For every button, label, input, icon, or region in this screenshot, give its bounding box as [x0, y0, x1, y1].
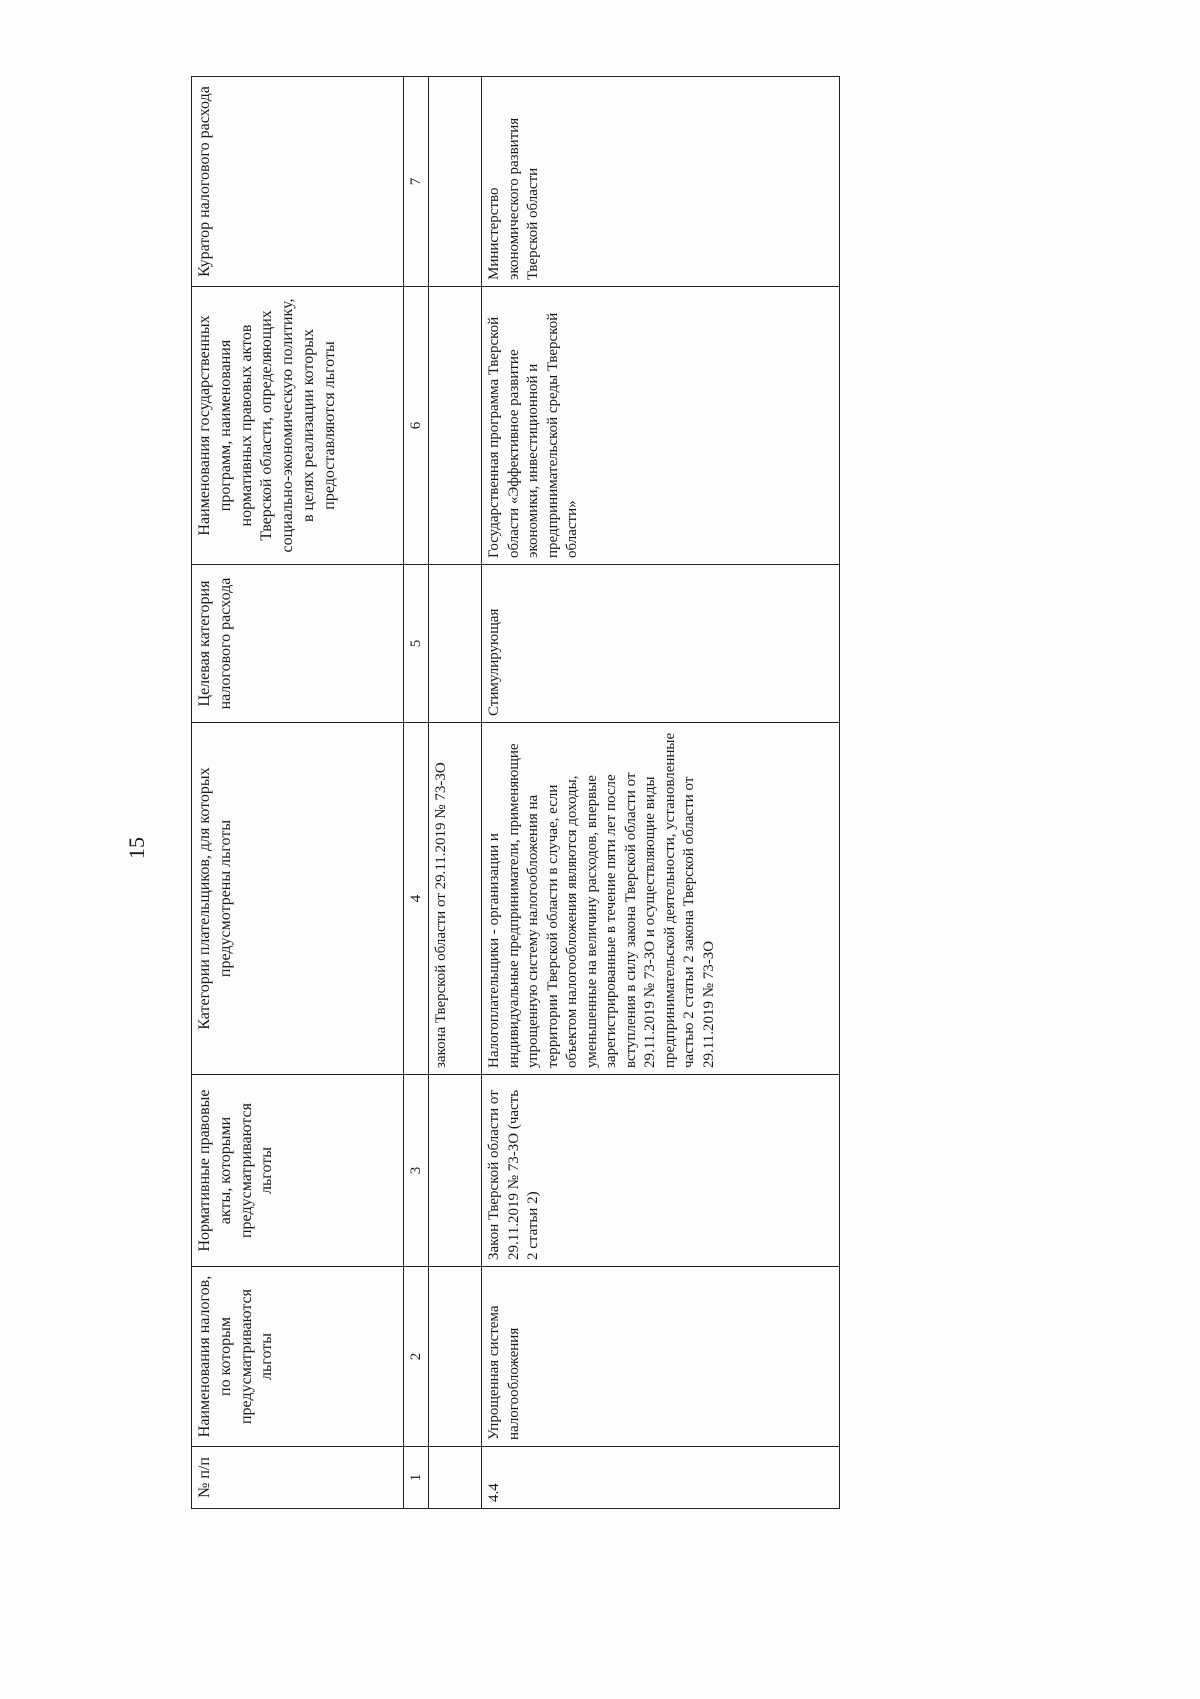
row-number-cell: 4.4 [482, 1447, 840, 1509]
column-number-row [404, 77, 429, 1509]
continuation-cell [429, 565, 482, 723]
header-cell-number: № п/п [192, 1447, 404, 1509]
column-number: 4 [404, 723, 429, 1075]
continuation-row [429, 77, 482, 1509]
continuation-cell [429, 1447, 482, 1509]
column-number: 5 [404, 565, 429, 723]
program-cell: Государственная программа Тверской области «Эффективное развитие экономики, инвестиционной и предпринимательской среды Тверской области» [482, 287, 840, 565]
tax-expenditure-table [191, 76, 840, 1509]
tax-name-cell: Упрощенная система налогообложения [482, 1267, 840, 1447]
column-number: 1 [404, 1447, 429, 1509]
column-number: 6 [404, 287, 429, 565]
header-cell-payer-categories: Категории плательщиков, для которых предусмотрены льготы [192, 723, 404, 1075]
table-row [482, 77, 840, 1509]
header-cell-tax-name: Наименования налогов, по которым предусматриваются льготы [192, 1267, 404, 1447]
legal-act-cell: Закон Тверской области от 29.11.2019 № 73-ЗО (часть 2 статьи 2) [482, 1075, 840, 1267]
header-cell-target-category: Целевая категория налогового расхода [192, 565, 404, 723]
payer-category-cell: Налогоплательщики - организации и индивидуальные предприниматели, применяющие упрощенную систему налогообложения на территории Тверской области в случае, если объектом налогообложения являются доходы, уменьшенные на величину расходов, впервые зарегистрированные в течение пяти лет после вступления в силу закона Тверской области от 29.11.2019 № 73-ЗО и осуществляющие виды предпринимательской деятельности, установленные частью 2 статьи 2 закона Тверской области от 29.11.2019 № 73-ЗО [482, 723, 840, 1075]
header-row [192, 77, 404, 1509]
column-number: 2 [404, 1267, 429, 1447]
header-cell-legal-acts: Нормативные правовые акты, которыми предусматриваются льготы [192, 1075, 404, 1267]
continuation-cell [429, 77, 482, 287]
column-number: 3 [404, 1075, 429, 1267]
continuation-cell [429, 1075, 482, 1267]
page-number: 15 [124, 837, 149, 859]
curator-cell: Министерство экономического развития Тверской области [482, 77, 840, 287]
header-cell-curator: Куратор налогового расхода [192, 77, 404, 287]
target-category-cell: Стимулирующая [482, 565, 840, 723]
continuation-cell: закона Тверской области от 29.11.2019 № 73-ЗО [429, 723, 482, 1075]
continuation-cell [429, 287, 482, 565]
tax-expenditure-table-rotated [191, 77, 840, 1509]
continuation-cell [429, 1267, 482, 1447]
header-cell-programs: Наименования государственных программ, наименования нормативных правовых актов Тверской области, определяющих социально-экономическую политику, в целях реализации которых предоставляются льготы [192, 287, 404, 565]
column-number: 7 [404, 77, 429, 287]
